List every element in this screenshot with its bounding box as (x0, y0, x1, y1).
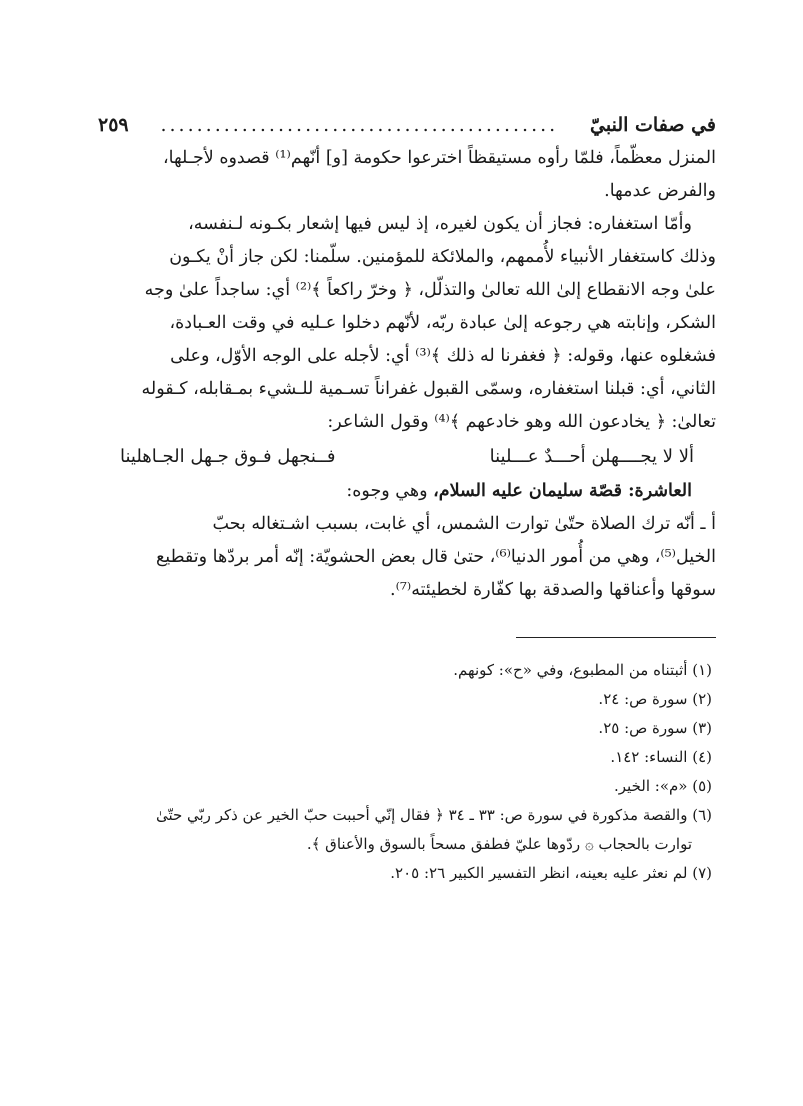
footnote: (٦) والقصة مذكورة في سورة ص: ٣٣ ـ ٣٤ ﴿ فقال إنّي أحببت حبّ الخير عن ذكر ربّي حتّىٰ (155, 806, 712, 824)
main-text (98, 142, 716, 607)
text-line: الثاني، أي: قبلنا استغفاره، وسمّى القبول غفراناً تسـمية للـشيء بمـقابله، كـقوله (141, 379, 716, 399)
section-heading-rest: وهي وجوه: (346, 481, 434, 501)
footnote: (١) أثبتناه من المطبوع، وفي «ح»: كونهم. (453, 661, 712, 679)
text-line: وذلك كاستغفار الأنبياء لأُممهم، والملائكة للمؤمنين. سلّمنا: لكن جاز أنْ يكـون (169, 247, 716, 267)
header-leader-dots: ............................................ (160, 114, 559, 136)
footnote: (٣) سورة ص: ٢٥. (598, 719, 712, 737)
text-line: علىٰ وجه الانقطاع إلىٰ الله تعالىٰ والتذلّل، ﴿ وخرّ راكعاً ﴾⁽²⁾ أي: ساجداً علىٰ وجه (144, 280, 716, 300)
text-line: المنزل معظّماً، فلمّا رأوه مستيقظاً اخترعوا حكومة [و] أنّهم⁽¹⁾ قصدوه لأجـلها، (162, 148, 716, 168)
poem-verse (98, 439, 716, 475)
poem-first-hemistich: ألا لا يجــــهلن أحـــدٌ عـــلينا (489, 446, 694, 467)
poem-second-hemistich: فــنجهل فـوق جـهل الجـاهلينا (120, 446, 336, 467)
running-header (98, 108, 716, 142)
book-page (98, 108, 716, 888)
footnote: (٤) النساء: ١٤٢. (610, 748, 712, 766)
footnote: (٢) سورة ص: ٢٤. (598, 690, 712, 708)
text-line: الخيل⁽⁵⁾، وهي من أُمور الدنيا⁽⁶⁾، حتىٰ قال بعض الحشويّة: إنّه أمر بردّها وتقطيع (155, 547, 716, 567)
footnote-continuation: توارت بالحجاب ۞ ردّوها عليّ فطفق مسحاً بالسوق والأعناق ﴾. (306, 835, 692, 853)
footnote-separator (516, 637, 716, 638)
text-line: سوقها وأعناقها والصدقة بها كفّارة لخطيئته⁽⁷⁾. (390, 580, 716, 600)
page-number: ٢٥٩ (98, 114, 129, 136)
header-title: في صفات النبيّ (590, 114, 716, 136)
text-line: فشغلوه عنها، وقوله: ﴿ فغفرنا له ذلك ﴾⁽³⁾ أي: لأجله على الوجه الأوّل، وعلى (170, 346, 716, 366)
text-line: تعالىٰ: ﴿ يخادعون الله وهو خادعهم ﴾⁽⁴⁾ وقول الشاعر: (327, 412, 716, 432)
text-line: أ ـ أنّه ترك الصلاة حتّىٰ توارت الشمس، أي غابت، بسبب اشـتغاله بحبّ (212, 514, 716, 534)
section-heading-line (98, 475, 716, 508)
footnotes (98, 656, 716, 888)
text-line: الشكر، وإنابته هي رجوعه إلىٰ عبادة ربّه، لأنّهم دخلوا عـليه في وقت العـبادة، (169, 313, 716, 333)
text-line: والفرض عدمها. (604, 181, 716, 201)
text-line: وأمّا استغفاره: فجاز أن يكون لغيره، إذ ليس فيها إشعار بكـونه لـنفسه، (188, 214, 692, 234)
footnote: (٧) لم نعثر عليه بعينه، انظر التفسير الكبير ٢٦: ٢٠٥. (390, 864, 712, 882)
section-heading: العاشرة: قصّة سليمان عليه السلام، (433, 481, 692, 501)
footnote: (٥) «م»: الخير. (614, 777, 712, 795)
